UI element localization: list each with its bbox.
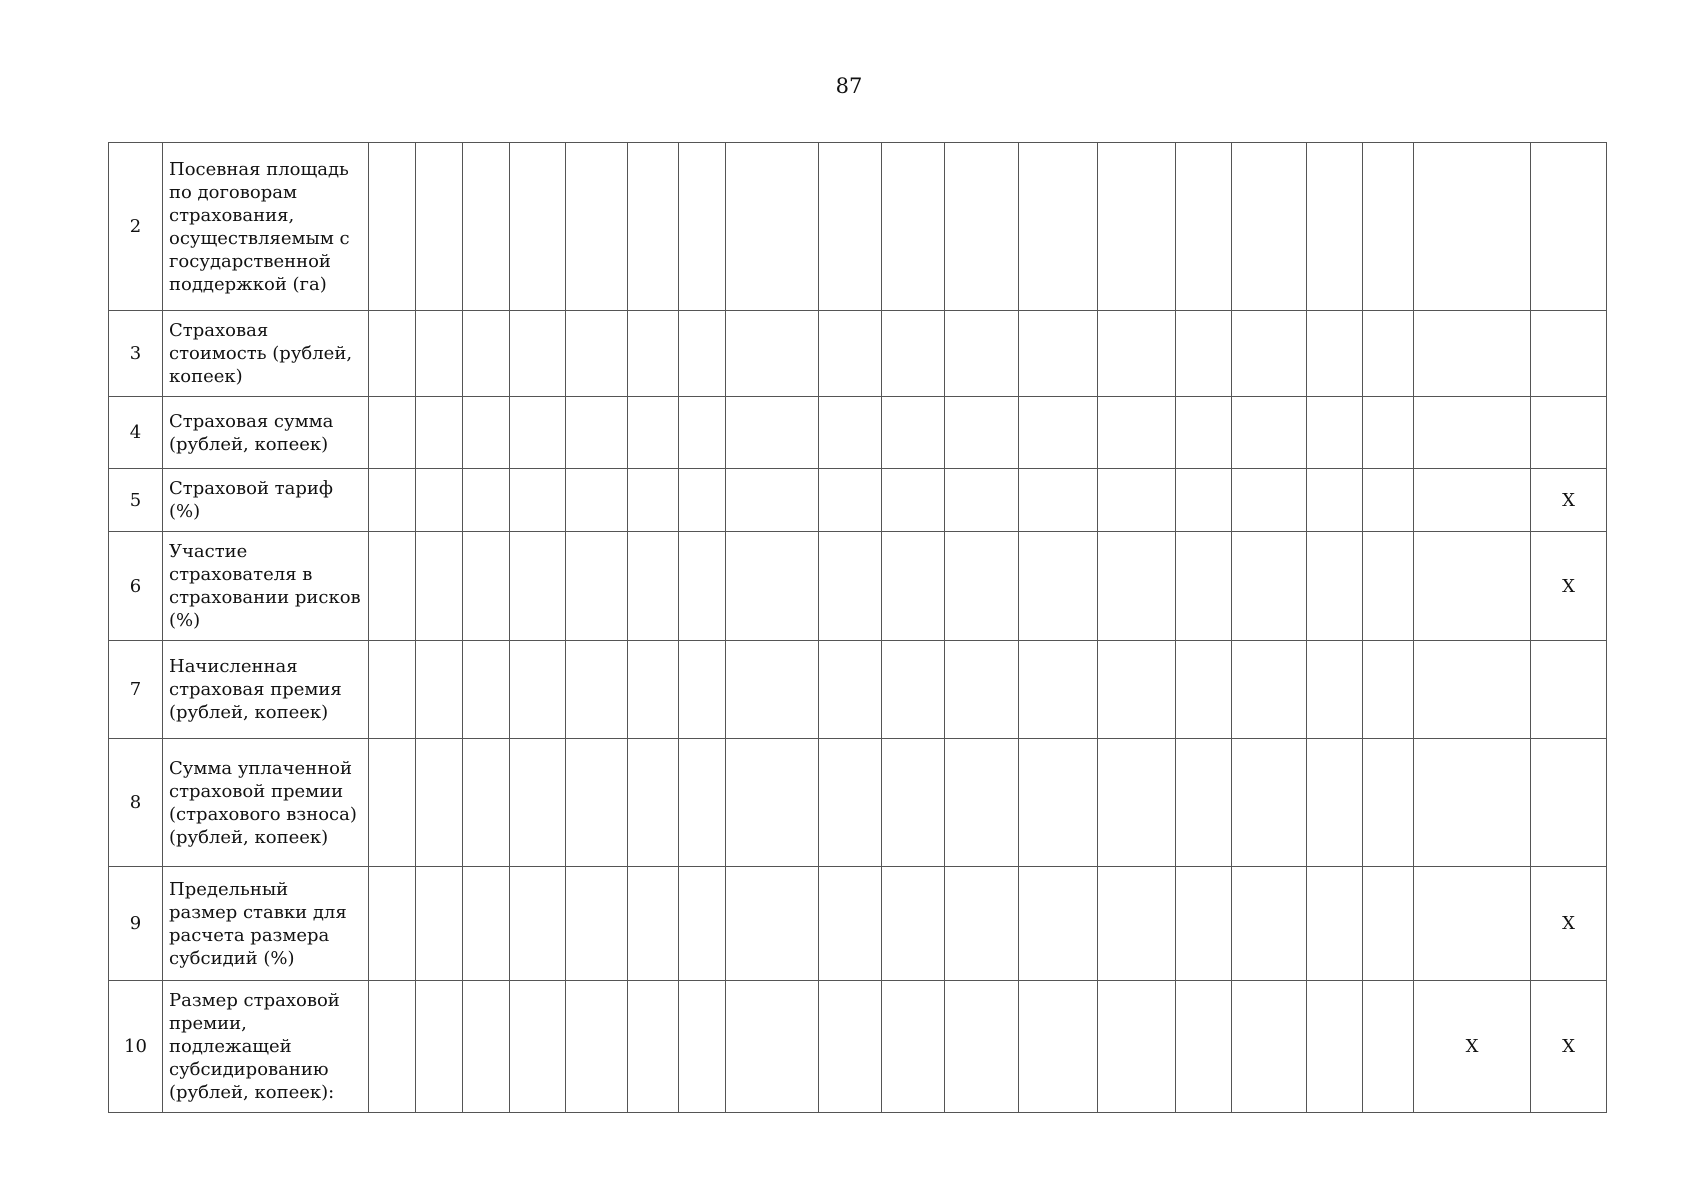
data-cell [463, 641, 510, 739]
data-cell [416, 311, 463, 397]
data-cell [679, 143, 726, 311]
data-cell [1176, 641, 1232, 739]
data-cell [369, 532, 416, 641]
data-cell: X [1531, 532, 1607, 641]
data-cell [1531, 397, 1607, 469]
data-cell [1414, 469, 1531, 532]
data-cell [1176, 981, 1232, 1113]
data-cell [566, 469, 628, 532]
data-cell [1019, 739, 1098, 867]
data-cell [463, 532, 510, 641]
data-cell [726, 739, 819, 867]
data-cell [510, 867, 566, 981]
data-cell [1414, 397, 1531, 469]
data-cell [510, 311, 566, 397]
data-cell [1232, 311, 1307, 397]
data-cell [1363, 143, 1414, 311]
data-cell [1363, 532, 1414, 641]
data-cell [369, 397, 416, 469]
data-cell [628, 739, 679, 867]
data-cell [416, 469, 463, 532]
data-cell [819, 739, 882, 867]
data-cell [945, 397, 1019, 469]
data-cell [463, 311, 510, 397]
data-cell [1414, 311, 1531, 397]
data-cell: X [1531, 469, 1607, 532]
data-cell [945, 469, 1019, 532]
data-cell [882, 739, 945, 867]
data-cell [566, 532, 628, 641]
data-cell [463, 397, 510, 469]
data-cell [945, 311, 1019, 397]
data-cell [1363, 397, 1414, 469]
data-cell [1363, 469, 1414, 532]
data-cell [1232, 143, 1307, 311]
data-cell [566, 867, 628, 981]
table-row [109, 641, 1607, 739]
data-cell [628, 469, 679, 532]
data-cell [1232, 981, 1307, 1113]
data-cell [726, 469, 819, 532]
data-cell [1307, 867, 1363, 981]
row-label: Начисленная страховая премия (рублей, копеек) [163, 641, 369, 739]
data-cell [819, 143, 882, 311]
data-cell [463, 143, 510, 311]
data-cell [628, 867, 679, 981]
data-cell [463, 739, 510, 867]
data-cell [1232, 739, 1307, 867]
data-cell [416, 981, 463, 1113]
table-row [109, 867, 1607, 981]
data-cell [1019, 641, 1098, 739]
data-cell [679, 867, 726, 981]
data-cell [1363, 739, 1414, 867]
data-cell [510, 739, 566, 867]
data-cell [1019, 981, 1098, 1113]
data-cell [1414, 867, 1531, 981]
data-cell [416, 641, 463, 739]
data-cell [510, 641, 566, 739]
data-cell: X [1531, 981, 1607, 1113]
data-cell [679, 981, 726, 1113]
data-cell [1098, 641, 1176, 739]
data-cell [416, 397, 463, 469]
data-cell [1098, 143, 1176, 311]
data-cell [679, 739, 726, 867]
row-label: Страховой тариф (%) [163, 469, 369, 532]
data-cell [726, 143, 819, 311]
data-cell [945, 532, 1019, 641]
data-cell [1307, 981, 1363, 1113]
row-label: Страховая сумма (рублей, копеек) [163, 397, 369, 469]
data-cell [416, 739, 463, 867]
data-cell [566, 143, 628, 311]
data-cell [1531, 143, 1607, 311]
data-cell [369, 641, 416, 739]
data-cell [945, 641, 1019, 739]
data-cell [882, 981, 945, 1113]
data-cell [1363, 867, 1414, 981]
data-cell [1232, 397, 1307, 469]
data-cell [1019, 867, 1098, 981]
data-cell [369, 143, 416, 311]
row-label: Размер страховой премии, подлежащей субсидированию (рублей, копеек): [163, 981, 369, 1113]
data-cell [510, 143, 566, 311]
data-cell [1414, 739, 1531, 867]
data-cell [1176, 469, 1232, 532]
table-row [109, 143, 1607, 311]
data-cell [1019, 143, 1098, 311]
row-label: Посевная площадь по договорам страхования, осуществляемым с государственной поддержкой (га) [163, 143, 369, 311]
data-cell [510, 397, 566, 469]
data-cell [882, 397, 945, 469]
data-cell [1363, 311, 1414, 397]
row-label: Участие страхователя в страховании рисков (%) [163, 532, 369, 641]
data-cell [628, 641, 679, 739]
table-row [109, 532, 1607, 641]
data-cell [679, 397, 726, 469]
data-cell [726, 397, 819, 469]
row-number: 10 [109, 981, 163, 1113]
table-row [109, 469, 1607, 532]
data-cell [369, 981, 416, 1113]
row-number: 5 [109, 469, 163, 532]
data-cell [463, 867, 510, 981]
data-cell [882, 143, 945, 311]
data-cell [416, 532, 463, 641]
data-cell [1307, 469, 1363, 532]
data-cell [679, 311, 726, 397]
data-cell [566, 739, 628, 867]
data-cell [945, 867, 1019, 981]
data-cell [1098, 397, 1176, 469]
data-cell [1176, 397, 1232, 469]
insurance-form-table [108, 142, 1607, 1113]
row-label: Страховая стоимость (рублей, копеек) [163, 311, 369, 397]
data-cell [1307, 641, 1363, 739]
data-cell [628, 143, 679, 311]
data-cell [566, 397, 628, 469]
data-cell [1176, 532, 1232, 641]
data-cell [882, 469, 945, 532]
data-cell [882, 311, 945, 397]
data-cell [369, 739, 416, 867]
data-cell [1363, 981, 1414, 1113]
row-label: Предельный размер ставки для расчета размера субсидий (%) [163, 867, 369, 981]
data-cell [882, 867, 945, 981]
row-number: 4 [109, 397, 163, 469]
data-cell [679, 469, 726, 532]
data-cell: X [1531, 867, 1607, 981]
row-number: 8 [109, 739, 163, 867]
data-cell [369, 469, 416, 532]
data-cell [628, 981, 679, 1113]
data-cell [1414, 532, 1531, 641]
data-cell [945, 981, 1019, 1113]
data-cell [510, 532, 566, 641]
data-cell [1098, 469, 1176, 532]
data-cell [1531, 311, 1607, 397]
data-cell [679, 532, 726, 641]
data-cell [1414, 143, 1531, 311]
data-cell [945, 143, 1019, 311]
data-cell [819, 867, 882, 981]
table-row [109, 397, 1607, 469]
row-number: 9 [109, 867, 163, 981]
data-cell [1098, 311, 1176, 397]
data-cell [628, 532, 679, 641]
row-number: 2 [109, 143, 163, 311]
data-cell [945, 739, 1019, 867]
data-cell [1232, 469, 1307, 532]
data-cell [1307, 311, 1363, 397]
data-cell [1531, 641, 1607, 739]
data-cell [726, 641, 819, 739]
data-cell [819, 311, 882, 397]
data-cell [566, 981, 628, 1113]
data-cell [819, 397, 882, 469]
data-cell [1019, 397, 1098, 469]
data-cell [1307, 532, 1363, 641]
data-cell [463, 469, 510, 532]
page-number: 87 [835, 74, 863, 98]
data-cell [726, 981, 819, 1113]
row-label: Сумма уплаченной страховой премии (страхового взноса) (рублей, копеек) [163, 739, 369, 867]
table-row [109, 981, 1607, 1113]
data-cell [1232, 532, 1307, 641]
data-cell [510, 469, 566, 532]
data-cell [1098, 867, 1176, 981]
data-cell [416, 867, 463, 981]
data-cell [416, 143, 463, 311]
data-cell [1098, 532, 1176, 641]
data-cell [566, 641, 628, 739]
data-cell [1176, 867, 1232, 981]
table-row [109, 311, 1607, 397]
data-cell [510, 981, 566, 1113]
table-row [109, 739, 1607, 867]
data-cell [1176, 143, 1232, 311]
data-cell [1176, 311, 1232, 397]
row-number: 3 [109, 311, 163, 397]
data-cell [1019, 469, 1098, 532]
data-cell [819, 532, 882, 641]
data-cell [726, 311, 819, 397]
data-cell [1098, 739, 1176, 867]
row-number: 7 [109, 641, 163, 739]
data-cell [369, 867, 416, 981]
data-cell [819, 641, 882, 739]
data-cell [882, 641, 945, 739]
data-cell [819, 981, 882, 1113]
data-cell [1098, 981, 1176, 1113]
data-cell [679, 641, 726, 739]
data-cell: X [1414, 981, 1531, 1113]
data-cell [1019, 532, 1098, 641]
data-cell [566, 311, 628, 397]
data-cell [726, 867, 819, 981]
data-cell [1232, 641, 1307, 739]
data-cell [1307, 739, 1363, 867]
data-cell [1363, 641, 1414, 739]
data-cell [1176, 739, 1232, 867]
data-cell [726, 532, 819, 641]
data-cell [1414, 641, 1531, 739]
data-cell [463, 981, 510, 1113]
data-cell [819, 469, 882, 532]
data-cell [1531, 739, 1607, 867]
row-number: 6 [109, 532, 163, 641]
data-cell [1019, 311, 1098, 397]
data-cell [1232, 867, 1307, 981]
data-cell [1307, 143, 1363, 311]
data-cell [882, 532, 945, 641]
data-cell [369, 311, 416, 397]
data-cell [1307, 397, 1363, 469]
data-cell [628, 397, 679, 469]
data-cell [628, 311, 679, 397]
